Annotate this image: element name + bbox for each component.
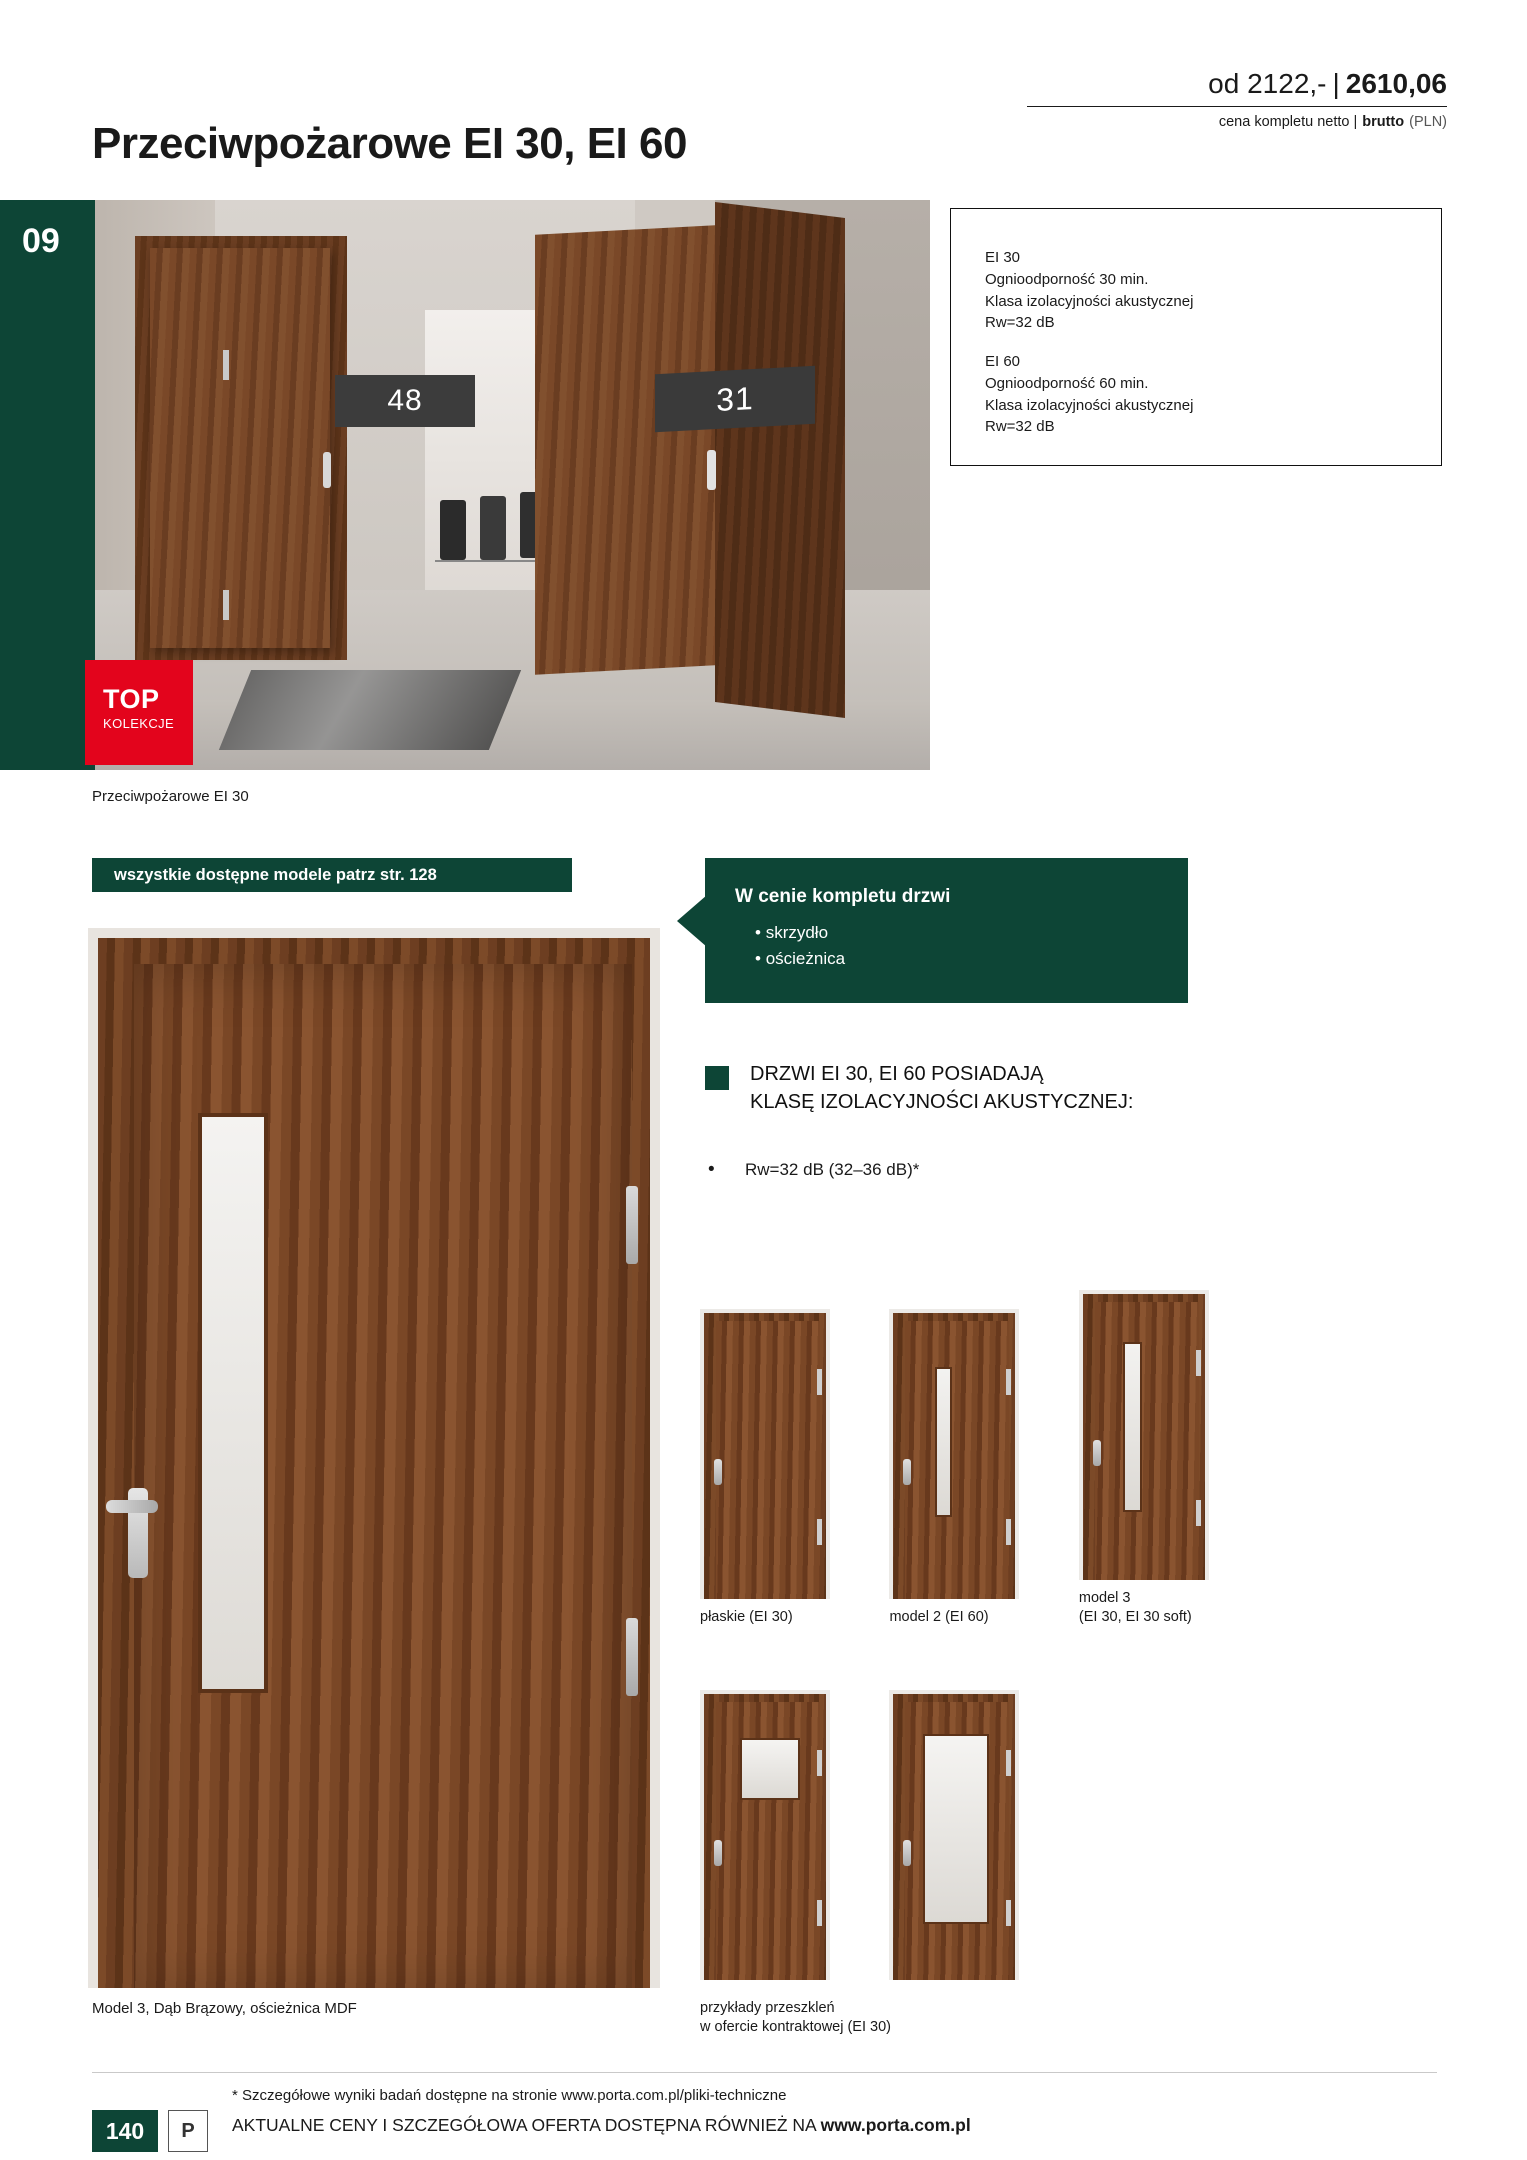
hero-section <box>0 200 930 770</box>
callout-item: • ościeżnica <box>755 946 1158 972</box>
thumbnail-row2-caption-line1: przykłady przeszkleń <box>700 2000 835 2016</box>
top-badge-line1: TOP <box>103 684 160 714</box>
footer-divider <box>92 2072 1437 2073</box>
thumbnail-item[interactable] <box>700 1690 885 1980</box>
main-door-image <box>88 928 660 1988</box>
green-square-icon <box>705 1066 729 1090</box>
all-models-bar[interactable]: wszystkie dostępne modele patrz str. 128 <box>92 858 572 892</box>
top-badge-line2: KOLEKCJE <box>103 716 175 731</box>
price-legend-net: cena kompletu netto | <box>1218 114 1358 130</box>
price-gross: 2610,06 <box>1345 68 1447 99</box>
thumbnail-row2-caption-line2: w ofercie kontraktowej (EI 30) <box>700 2018 891 2035</box>
footer-cta <box>232 2115 971 2136</box>
footnote-text: * Szczegółowe wyniki badań dostępne na stronie www.porta.com.pl/pliki-techniczne <box>232 2087 787 2104</box>
thumbnail-row-2 <box>700 1690 1074 2035</box>
thumbnail-label: model 3 <box>1078 1590 1131 1606</box>
acoustic-feature-bullet <box>705 1160 1225 1180</box>
page-number: 140 <box>92 2110 158 2152</box>
price-row <box>1027 68 1447 107</box>
spec-ei60-line3: Klasa izolacyjności akustycznej <box>985 396 1194 414</box>
thumbnail-item[interactable] <box>1079 1290 1264 1627</box>
callout-item: • skrzydło <box>755 920 1158 946</box>
spec-ei60-line2: Ognioodporność 60 min. <box>985 374 1149 392</box>
spec-ei30-title: EI 30 <box>985 249 1021 266</box>
main-door-caption: Model 3, Dąb Brązowy, ościeżnica MDF <box>92 2000 357 2017</box>
footer-cta-url[interactable]: www.porta.com.pl <box>820 2115 971 2135</box>
footer-cta-text: AKTUALNE CENY I SZCZEGÓŁOWA OFERTA DOSTĘPNA RÓWNIEŻ NA <box>232 2115 821 2135</box>
feature-bullet-text: Rw=32 dB (32–36 dB)* <box>745 1160 920 1179</box>
spec-ei30-line4: Rw=32 dB <box>985 314 1055 332</box>
callout-arrow-icon <box>677 895 707 947</box>
feature-line-1: DRZWI EI 30, EI 60 POSIADAJĄ <box>750 1063 1044 1085</box>
feature-line-2: KLASĘ IZOLACYJNOŚCI AKUSTYCZNEJ: <box>750 1091 1134 1114</box>
hero-photo <box>95 200 930 770</box>
spec-ei30-line2: Ognioodporność 30 min. <box>985 270 1149 288</box>
price-legend <box>1027 114 1447 130</box>
spec-box <box>950 208 1442 466</box>
thumbnail-label: płaskie (EI 30) <box>700 1608 793 1625</box>
porta-logo-icon: P <box>168 2110 208 2152</box>
callout-title: W cenie kompletu drzwi <box>735 886 951 907</box>
price-legend-gross: brutto <box>1362 114 1405 130</box>
thumbnail-item[interactable] <box>889 1690 1074 1980</box>
thumbnail-label: model 2 (EI 60) <box>889 1608 989 1625</box>
door-thumbnail-glazing-large[interactable] <box>889 1690 1019 1980</box>
hero-caption: Przeciwpożarowe EI 30 <box>92 788 249 805</box>
thumbnail-item[interactable] <box>700 1309 885 1627</box>
price-legend-currency: (PLN) <box>1409 114 1447 130</box>
page-title: Przeciwpożarowe EI 30, EI 60 <box>92 119 687 169</box>
door-thumbnail-glazing-square[interactable] <box>700 1690 830 1980</box>
acoustic-feature-block <box>705 1060 1265 1117</box>
door-thumbnail-model3[interactable] <box>1079 1290 1209 1580</box>
price-block <box>1027 68 1447 130</box>
door-thumbnail-flat[interactable] <box>700 1309 830 1599</box>
hero-sign-right: 31 <box>655 366 815 432</box>
spec-ei60-title: EI 60 <box>985 353 1021 370</box>
thumbnail-item[interactable] <box>889 1309 1074 1627</box>
door-thumbnail-model2[interactable] <box>889 1309 1019 1599</box>
spec-ei60-line4: Rw=32 dB <box>985 418 1055 436</box>
price-net: od 2122,- <box>1208 68 1327 99</box>
chapter-tab <box>0 200 95 770</box>
price-separator: | <box>1332 68 1340 99</box>
price-includes-callout <box>705 858 1188 1003</box>
spec-ei30-line3: Klasa izolacyjności akustycznej <box>985 292 1194 310</box>
hero-sign-left: 48 <box>335 375 475 427</box>
bullet-dot-icon: • <box>708 1159 715 1180</box>
chapter-number: 09 <box>22 222 60 260</box>
thumbnail-row-1 <box>700 1290 1264 1627</box>
thumbnail-label-sub: (EI 30, EI 30 soft) <box>1078 1608 1192 1625</box>
top-collection-badge <box>85 660 193 765</box>
